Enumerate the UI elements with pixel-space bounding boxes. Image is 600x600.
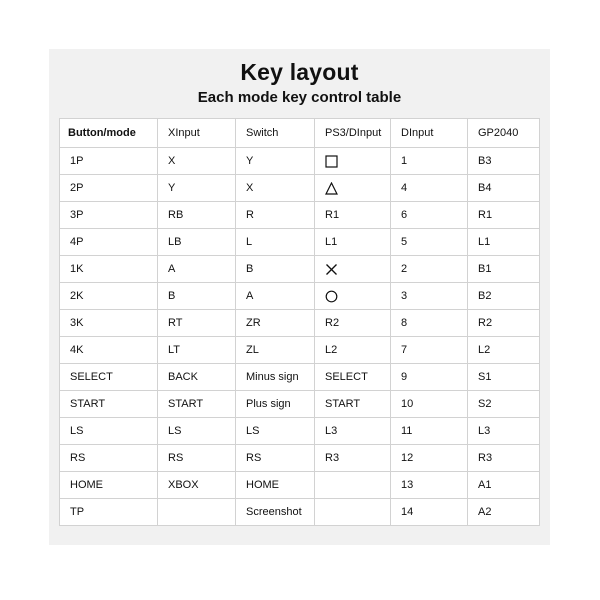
cell-ps3-dinput: [315, 472, 391, 499]
table-row: [60, 472, 540, 499]
triangle-icon: [325, 182, 338, 195]
cell-switch: LS: [236, 418, 315, 445]
cell-xinput: A: [158, 256, 236, 283]
table-row: [60, 256, 540, 283]
page-title: Key layout: [240, 59, 359, 85]
cell-xinput: X: [158, 148, 236, 175]
cell-switch: HOME: [236, 472, 315, 499]
cell-gp2040: L1: [468, 229, 540, 256]
cell-ps3-dinput: R3: [315, 445, 391, 472]
cell-dinput: 12: [391, 445, 468, 472]
column-header-gp2040: GP2040: [468, 119, 540, 148]
key-layout-card: [49, 49, 550, 545]
cell-ps3-dinput: [315, 175, 391, 202]
column-header-ps3-dinput: PS3/DInput: [315, 119, 391, 148]
cell-dinput: 14: [391, 499, 468, 526]
table-body: [60, 148, 540, 526]
cell-dinput: 8: [391, 310, 468, 337]
cell-gp2040: L3: [468, 418, 540, 445]
cell-dinput: 7: [391, 337, 468, 364]
cell-button-mode: HOME: [60, 472, 158, 499]
cell-button-mode: RS: [60, 445, 158, 472]
cell-gp2040: R3: [468, 445, 540, 472]
cell-switch: Screenshot: [236, 499, 315, 526]
circle-icon: [325, 290, 338, 303]
cell-dinput: 4: [391, 175, 468, 202]
cell-dinput: 13: [391, 472, 468, 499]
table-row: [60, 229, 540, 256]
table-row: [60, 499, 540, 526]
square-icon: [325, 155, 338, 168]
column-header-xinput: XInput: [158, 119, 236, 148]
cell-switch: B: [236, 256, 315, 283]
cell-gp2040: B4: [468, 175, 540, 202]
cell-button-mode: 1K: [60, 256, 158, 283]
cell-ps3-dinput: [315, 283, 391, 310]
cell-ps3-dinput: [315, 499, 391, 526]
cell-dinput: 6: [391, 202, 468, 229]
table-row: [60, 283, 540, 310]
cell-dinput: 3: [391, 283, 468, 310]
cell-dinput: 11: [391, 418, 468, 445]
cell-ps3-dinput: L3: [315, 418, 391, 445]
cell-xinput: RS: [158, 445, 236, 472]
cell-button-mode: 2K: [60, 283, 158, 310]
cell-gp2040: B2: [468, 283, 540, 310]
cell-xinput: START: [158, 391, 236, 418]
cell-switch: RS: [236, 445, 315, 472]
cell-dinput: 9: [391, 364, 468, 391]
column-header-dinput: DInput: [391, 119, 468, 148]
table-row: [60, 202, 540, 229]
cell-xinput: B: [158, 283, 236, 310]
key-control-table: [59, 118, 540, 526]
cell-gp2040: R2: [468, 310, 540, 337]
table-row: [60, 391, 540, 418]
cell-switch: ZR: [236, 310, 315, 337]
cell-dinput: 5: [391, 229, 468, 256]
cell-button-mode: TP: [60, 499, 158, 526]
cell-xinput: LB: [158, 229, 236, 256]
cell-gp2040: S1: [468, 364, 540, 391]
cell-switch: ZL: [236, 337, 315, 364]
cell-dinput: 2: [391, 256, 468, 283]
cell-button-mode: 4K: [60, 337, 158, 364]
column-header-switch: Switch: [236, 119, 315, 148]
cell-switch: Minus sign: [236, 364, 315, 391]
cell-button-mode: LS: [60, 418, 158, 445]
cell-button-mode: 4P: [60, 229, 158, 256]
cell-ps3-dinput: R1: [315, 202, 391, 229]
table-row: [60, 418, 540, 445]
cell-gp2040: S2: [468, 391, 540, 418]
cell-gp2040: A2: [468, 499, 540, 526]
cell-ps3-dinput: R2: [315, 310, 391, 337]
cell-xinput: BACK: [158, 364, 236, 391]
cell-button-mode: 1P: [60, 148, 158, 175]
cell-switch: R: [236, 202, 315, 229]
cell-button-mode: START: [60, 391, 158, 418]
cell-ps3-dinput: START: [315, 391, 391, 418]
table-row: [60, 445, 540, 472]
cross-icon: [325, 263, 338, 276]
table-row: [60, 310, 540, 337]
table-row: [60, 337, 540, 364]
table-row: [60, 148, 540, 175]
table-row: [60, 175, 540, 202]
cell-ps3-dinput: L1: [315, 229, 391, 256]
cell-ps3-dinput: [315, 148, 391, 175]
cell-xinput: LT: [158, 337, 236, 364]
page-subtitle: Each mode key control table: [197, 89, 402, 106]
cell-gp2040: R1: [468, 202, 540, 229]
cell-gp2040: B3: [468, 148, 540, 175]
cell-gp2040: L2: [468, 337, 540, 364]
cell-switch: X: [236, 175, 315, 202]
cell-xinput: XBOX: [158, 472, 236, 499]
cell-dinput: 10: [391, 391, 468, 418]
cell-button-mode: 2P: [60, 175, 158, 202]
column-header-button-mode: Button/mode: [60, 119, 158, 148]
cell-xinput: RT: [158, 310, 236, 337]
cell-ps3-dinput: L2: [315, 337, 391, 364]
cell-ps3-dinput: SELECT: [315, 364, 391, 391]
table-row: [60, 364, 540, 391]
cell-switch: Y: [236, 148, 315, 175]
cell-xinput: [158, 499, 236, 526]
cell-dinput: 1: [391, 148, 468, 175]
cell-gp2040: B1: [468, 256, 540, 283]
cell-switch: Plus sign: [236, 391, 315, 418]
cell-switch: L: [236, 229, 315, 256]
table-header-row: [60, 119, 540, 148]
cell-button-mode: 3P: [60, 202, 158, 229]
cell-xinput: LS: [158, 418, 236, 445]
cell-button-mode: 3K: [60, 310, 158, 337]
cell-xinput: RB: [158, 202, 236, 229]
cell-button-mode: SELECT: [60, 364, 158, 391]
cell-ps3-dinput: [315, 256, 391, 283]
cell-xinput: Y: [158, 175, 236, 202]
cell-gp2040: A1: [468, 472, 540, 499]
cell-switch: A: [236, 283, 315, 310]
